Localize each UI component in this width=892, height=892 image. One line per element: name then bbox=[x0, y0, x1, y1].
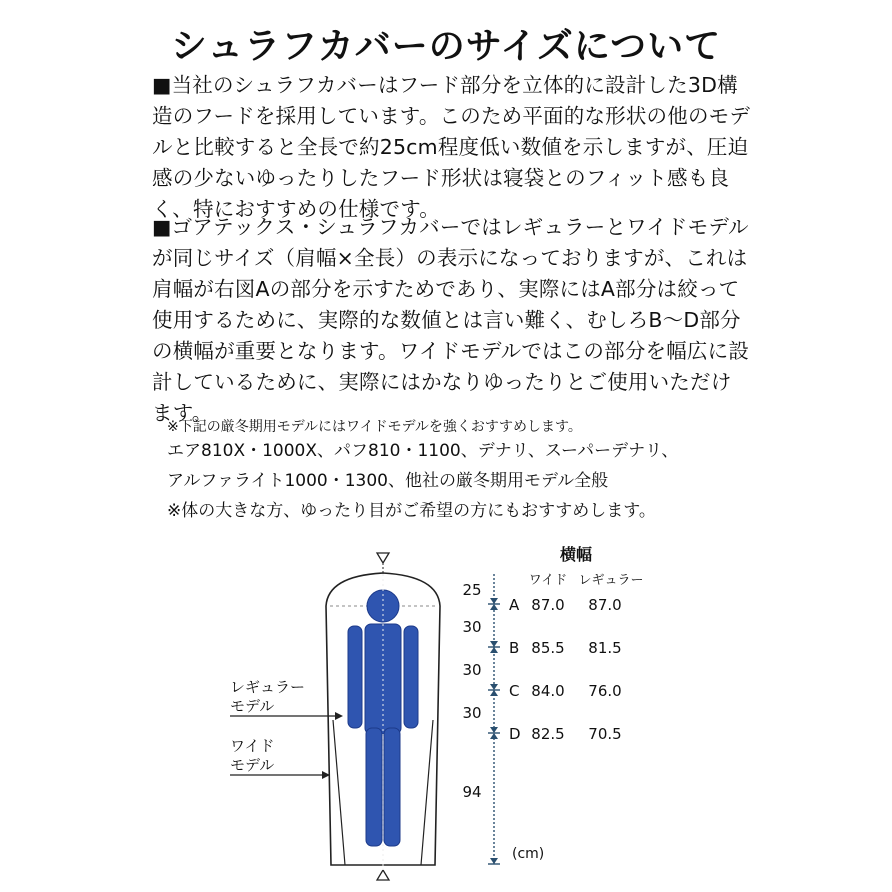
svg-text:76.0: 76.0 bbox=[588, 682, 622, 700]
unit-label: (cm) bbox=[512, 846, 545, 862]
wide-model-label-line1: ワイド bbox=[230, 737, 275, 755]
width-row-c bbox=[509, 682, 622, 700]
recommendation-intro: ※下記の厳冬期用モデルにはワイドモデルを強くおすすめします。 bbox=[167, 419, 582, 435]
svg-text:70.5: 70.5 bbox=[588, 725, 622, 743]
segment-length-4: 30 bbox=[462, 704, 482, 722]
page-title: シュラフカバーのサイズについて bbox=[170, 26, 722, 67]
segment-length-5: 94 bbox=[462, 783, 482, 801]
column-regular: レギュラー bbox=[578, 573, 644, 588]
svg-text:82.5: 82.5 bbox=[531, 725, 565, 743]
regular-model-outline bbox=[333, 720, 433, 865]
regular-model-label-line2: モデル bbox=[230, 697, 275, 715]
segment-length-1: 25 bbox=[462, 581, 482, 599]
width-row-b bbox=[509, 639, 622, 657]
svg-text:B: B bbox=[509, 639, 520, 657]
svg-text:85.5: 85.5 bbox=[531, 639, 565, 657]
svg-text:D: D bbox=[509, 725, 521, 743]
regular-model-label-line1: レギュラー bbox=[230, 678, 306, 696]
svg-text:84.0: 84.0 bbox=[531, 682, 565, 700]
recommendation-models-line2: アルファライト1000・1300、他社の厳冬期用モデル全般 bbox=[167, 471, 609, 491]
size-diagram bbox=[0, 540, 892, 892]
paragraph-3d-hood: ■当社のシュラフカバーはフード部分を立体的に設計した3D構造のフードを採用しています。このため平面的な形状の他のモデルと比較すると全長で約25cm程度低い数値を示しますが、圧迫感の少ないゆったりしたフード形状は寝袋とのフィット感も良く、特におすすめの仕様です。 bbox=[152, 73, 751, 221]
top-center-marker bbox=[377, 553, 389, 563]
width-row-a bbox=[509, 596, 622, 614]
svg-text:87.0: 87.0 bbox=[531, 596, 565, 614]
wide-model-label-line2: モデル bbox=[230, 756, 275, 774]
recommendation-note: ※体の大きな方、ゆったり目がご希望の方にもおすすめします。 bbox=[167, 501, 656, 521]
column-wide: ワイド bbox=[528, 573, 568, 588]
svg-text:A: A bbox=[509, 596, 520, 614]
recommendation-models-line1: エア810X・1000X、パフ810・1100、デナリ、スーパーデナリ、 bbox=[167, 441, 679, 461]
width-heading: 横幅 bbox=[559, 545, 593, 564]
width-row-d bbox=[509, 725, 622, 743]
segment-length-3: 30 bbox=[462, 661, 482, 679]
paragraph-wide-model: ■ゴアテックス・シュラフカバーではレギュラーとワイドモデルが同じサイズ（肩幅×全長）の表示になっておりますが、これは肩幅が右図Aの部分を示すためであり、実際にはA部分は絞って使用するために、実際的な数値とは言い難く、むしろB〜D部分の横幅が重要となります。ワイドモデルではこの部分を幅広に設計しているために、実際にはかなりゆったりとご使用いただけます。 bbox=[152, 215, 750, 425]
bottom-center-marker bbox=[377, 870, 389, 880]
regular-model-arrow bbox=[335, 712, 343, 720]
svg-text:C: C bbox=[509, 682, 520, 700]
human-figure bbox=[348, 590, 418, 846]
segment-length-2: 30 bbox=[462, 618, 482, 636]
svg-text:87.0: 87.0 bbox=[588, 596, 622, 614]
svg-text:81.5: 81.5 bbox=[588, 639, 622, 657]
